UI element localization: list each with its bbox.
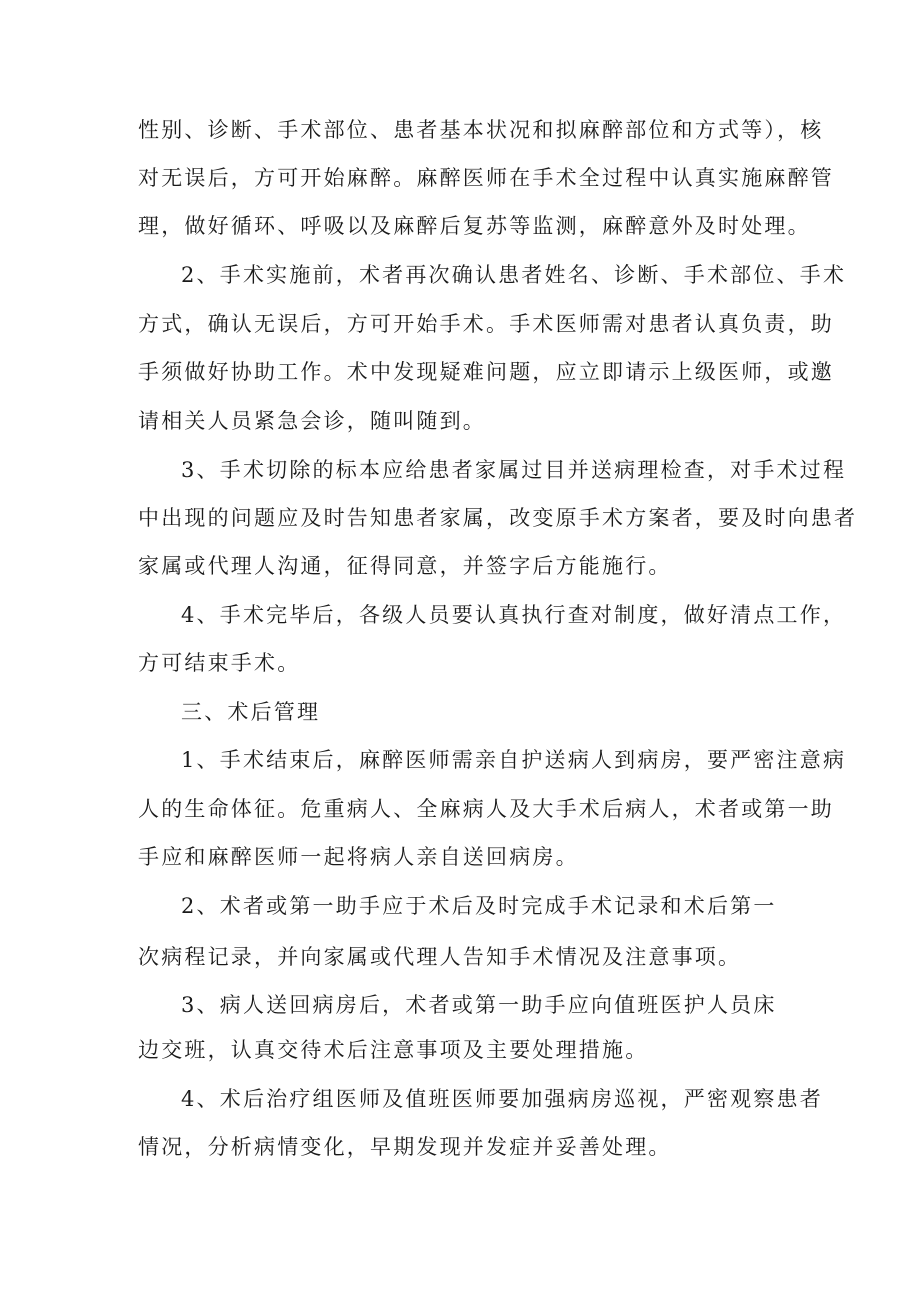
text-line: 中出现的问题应及时告知患者家属，改变原手术方案者，要及时向患者 — [138, 506, 858, 530]
text-line: 边交班，认真交待术后注意事项及主要处理措施。 — [138, 1038, 649, 1062]
text-line: 手应和麻醉医师一起将病人亲自送回病房。 — [138, 845, 579, 869]
text-line: 3、手术切除的标本应给患者家属过目并送病理检查，对手术过程 — [181, 458, 847, 482]
text-line: 次病程记录，并向家属或代理人告知手术情况及注意事项。 — [138, 945, 742, 969]
text-line: 方式，确认无误后，方可开始手术。手术医师需对患者认真负责，助 — [138, 312, 834, 336]
section-heading: 三、术后管理 — [181, 700, 321, 724]
text-line: 4、手术完毕后，各级人员要认真执行查对制度，做好清点工作， — [181, 603, 847, 627]
text-line: 2、手术实施前，术者再次确认患者姓名、诊断、手术部位、手术 — [181, 263, 847, 287]
text-line: 对无误后，方可开始麻醉。麻醉医师在手术全过程中认真实施麻醉管 — [138, 166, 834, 190]
text-line: 3、病人送回病房后，术者或第一助手应向值班医护人员床 — [181, 993, 777, 1017]
text-line: 2、术者或第一助手应于术后及时完成手术记录和术后第一 — [181, 894, 777, 918]
text-line: 方可结束手术。 — [138, 651, 301, 675]
text-line: 手须做好协助工作。术中发现疑难问题，应立即请示上级医师，或邀 — [138, 360, 834, 384]
text-line: 4、术后治疗组医师及值班医师要加强病房巡视，严密观察患者 — [181, 1087, 823, 1111]
text-line: 情况，分析病情变化，早期发现并发症并妥善处理。 — [138, 1135, 672, 1159]
text-line: 家属或代理人沟通，征得同意，并签字后方能施行。 — [138, 554, 672, 578]
text-line: 请相关人员紧急会诊，随叫随到。 — [138, 409, 486, 433]
text-line: 1、手术结束后，麻醉医师需亲自护送病人到病房，要严密注意病 — [181, 748, 847, 772]
text-line: 性别、诊断、手术部位、患者基本状况和拟麻醉部位和方式等），核 — [138, 118, 824, 142]
text-line: 人的生命体征。危重病人、全麻病人及大手术后病人，术者或第一助 — [138, 797, 834, 821]
text-line: 理，做好循环、呼吸以及麻醉后复苏等监测，麻醉意外及时处理。 — [138, 214, 811, 238]
